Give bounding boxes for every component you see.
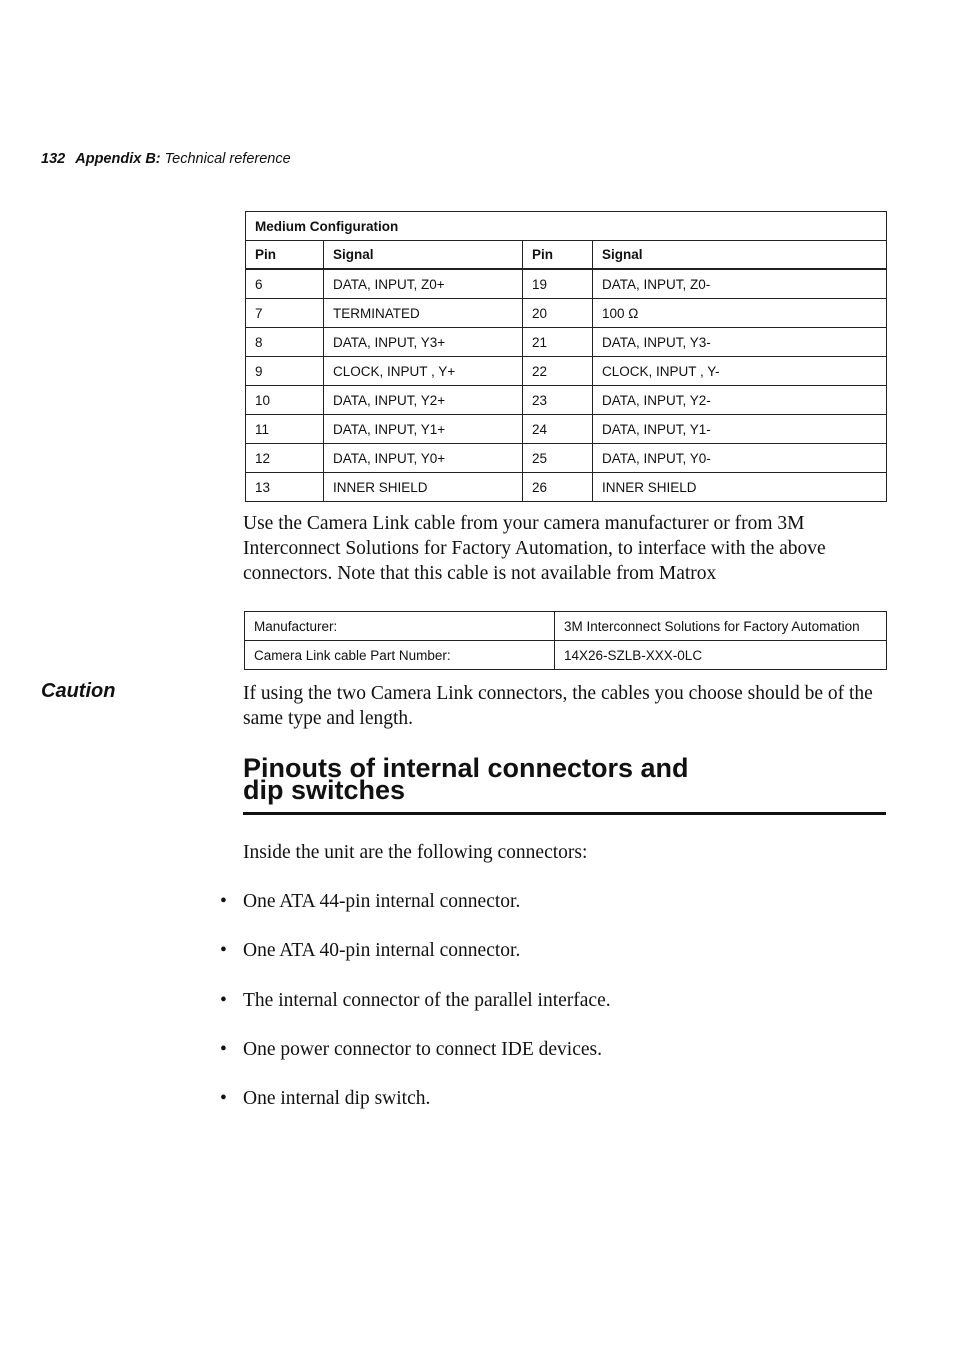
table-cell: 100 Ω <box>593 299 887 328</box>
list-item-text: The internal connector of the parallel interface. <box>243 989 611 1011</box>
table-cell: 22 <box>523 357 593 386</box>
header-title: Technical reference <box>164 151 291 167</box>
table-cell: 25 <box>523 444 593 473</box>
pin-table <box>245 211 887 502</box>
table-row <box>246 299 887 328</box>
page-number: 132 <box>41 151 66 167</box>
cable-paragraph: Use the Camera Link cable from your camera manufacturer or from 3M Interconnect Solutions for Factory Automation, to interface with the above connectors. Note that this cable is not available from Matrox <box>243 513 826 584</box>
table-cell: 8 <box>246 328 324 357</box>
caution-label: Caution <box>41 680 116 702</box>
table-row <box>246 328 887 357</box>
caution-text: If using the two Camera Link connectors, the cables you choose should be of the same type and length. <box>243 683 873 729</box>
table-cell: 6 <box>246 269 324 299</box>
table-cell: 3M Interconnect Solutions for Factory Automation <box>555 612 887 641</box>
section-heading-line: Pinouts of internal connectors and <box>243 753 689 783</box>
table-cell: INNER SHIELD <box>324 473 523 502</box>
table-row <box>245 641 887 670</box>
bullet-icon: • <box>220 891 227 912</box>
bullet-icon: • <box>220 989 227 1011</box>
table-cell: 9 <box>246 357 324 386</box>
section-divider <box>243 812 886 815</box>
bullet-icon: • <box>220 940 227 962</box>
table-cell: DATA, INPUT, Y2+ <box>324 386 523 415</box>
table-cell: 26 <box>523 473 593 502</box>
table-cell: TERMINATED <box>324 299 523 328</box>
page-header <box>41 151 291 167</box>
table-cell: 13 <box>246 473 324 502</box>
table-row <box>246 386 887 415</box>
table-cell: 20 <box>523 299 593 328</box>
list-item-text: One ATA 44-pin internal connector. <box>243 891 521 912</box>
table-cell: 19 <box>523 269 593 299</box>
table-row <box>246 444 887 473</box>
table-cell: 7 <box>246 299 324 328</box>
table-cell: 11 <box>246 415 324 444</box>
table-cell: 21 <box>523 328 593 357</box>
header-section: Appendix B: <box>75 151 161 167</box>
pin-table-caption: Medium Configuration <box>246 212 887 241</box>
table-cell: Manufacturer: <box>245 612 555 641</box>
table-cell: DATA, INPUT, Y1- <box>593 415 887 444</box>
manufacturer-table <box>244 611 887 670</box>
table-cell: 10 <box>246 386 324 415</box>
table-cell: Camera Link cable Part Number: <box>245 641 555 670</box>
column-header: Signal <box>593 241 887 270</box>
list-item-text: One power connector to connect IDE devices. <box>243 1038 602 1060</box>
table-cell: INNER SHIELD <box>593 473 887 502</box>
table-row <box>246 473 887 502</box>
table-row <box>246 357 887 386</box>
list-item-text: One internal dip switch. <box>243 1088 431 1110</box>
table-cell: DATA, INPUT, Y0+ <box>324 444 523 473</box>
table-cell: 14X26-SZLB-XXX-0LC <box>555 641 887 670</box>
table-cell: DATA, INPUT, Y1+ <box>324 415 523 444</box>
list-item-text: One ATA 40-pin internal connector. <box>243 940 521 962</box>
table-cell: 12 <box>246 444 324 473</box>
table-cell: CLOCK, INPUT , Y- <box>593 357 887 386</box>
table-cell: DATA, INPUT, Z0- <box>593 269 887 299</box>
column-header: Pin <box>523 241 593 270</box>
table-cell: DATA, INPUT, Z0+ <box>324 269 523 299</box>
section-heading-line: dip switches <box>243 775 406 805</box>
table-cell: DATA, INPUT, Y3+ <box>324 328 523 357</box>
table-cell: CLOCK, INPUT , Y+ <box>324 357 523 386</box>
section-heading <box>243 753 886 805</box>
bullet-icon: • <box>220 1038 227 1060</box>
table-cell: DATA, INPUT, Y3- <box>593 328 887 357</box>
section-intro: Inside the unit are the following connectors: <box>243 842 588 863</box>
table-cell: DATA, INPUT, Y2- <box>593 386 887 415</box>
bullet-icon: • <box>220 1088 227 1110</box>
table-row <box>246 269 887 299</box>
column-header: Signal <box>324 241 523 270</box>
table-cell: DATA, INPUT, Y0- <box>593 444 887 473</box>
column-header: Pin <box>246 241 324 270</box>
table-cell: 24 <box>523 415 593 444</box>
table-row <box>245 612 887 641</box>
table-cell: 23 <box>523 386 593 415</box>
table-row <box>246 415 887 444</box>
